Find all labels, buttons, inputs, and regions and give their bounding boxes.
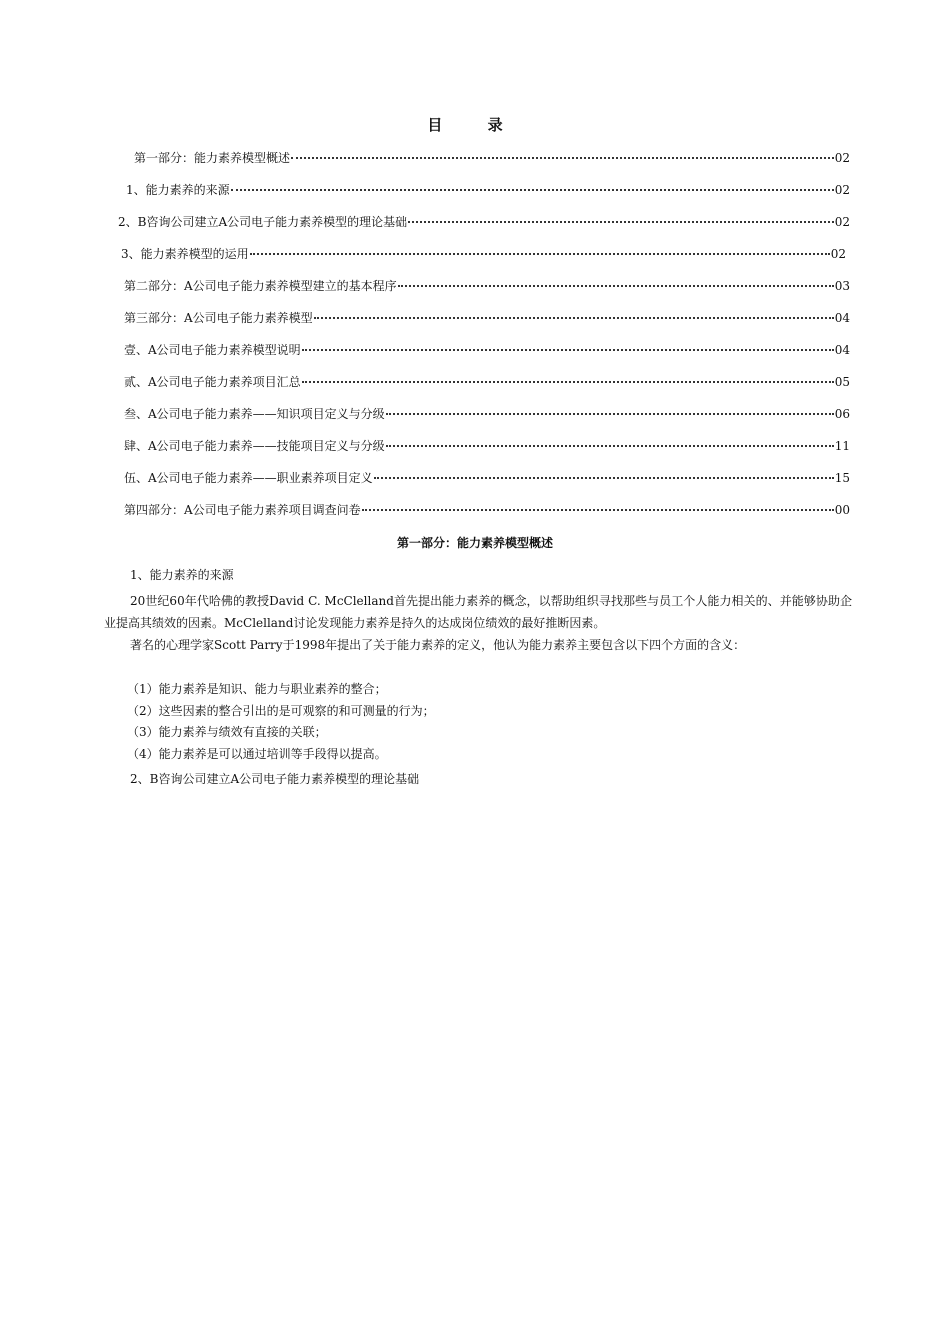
- toc-entry[interactable]: [124, 373, 850, 391]
- toc-entry[interactable]: [124, 469, 850, 487]
- list-item: （3）能力素养与绩效有直接的关联；: [127, 725, 327, 739]
- toc-leader-dots: [302, 380, 834, 383]
- toc-entry-text: 伍、A公司电子能力素养——职业素养项目定义: [124, 471, 373, 485]
- subsection-title: 1、能力素养的来源: [130, 568, 234, 582]
- toc-leader-dots: [386, 444, 834, 447]
- toc-entry-text: 叁、A公司电子能力素养——知识项目定义与分级: [124, 407, 385, 421]
- toc-entry-text: 第四部分：A公司电子能力素养项目调查问卷: [124, 503, 361, 517]
- toc-entry[interactable]: [134, 149, 850, 167]
- toc-leader-dots: [231, 188, 834, 191]
- toc-entry-text: 3、能力素养模型的运用: [121, 247, 249, 261]
- toc-entry-text: 2、B咨询公司建立A公司电子能力素养模型的理论基础: [118, 215, 408, 229]
- toc-entry[interactable]: [124, 437, 850, 455]
- toc-entry-text: 第一部分：能力素养模型概述: [134, 151, 291, 165]
- toc-entry-page: 03: [834, 279, 850, 293]
- list-item: （1）能力素养是知识、能力与职业素养的整合；: [127, 682, 387, 696]
- toc-entry[interactable]: [124, 277, 850, 295]
- list-item: （4）能力素养是可以通过培训等手段得以提高。: [127, 747, 387, 761]
- toc-title: 目 录: [427, 116, 523, 134]
- toc-leader-dots: [408, 220, 834, 223]
- toc-entry-text: 第三部分：A公司电子能力素养模型: [124, 311, 313, 325]
- section-heading: 第一部分：能力素养模型概述: [396, 536, 553, 550]
- toc-entry-page: 02: [834, 215, 850, 229]
- toc-entry-page: 05: [834, 375, 850, 389]
- toc-entry-page: 15: [834, 471, 850, 485]
- toc-entry-page: 02: [834, 183, 850, 197]
- toc-leader-dots: [362, 508, 834, 511]
- toc-entry[interactable]: [124, 309, 850, 327]
- toc-entry[interactable]: [118, 213, 850, 231]
- toc-entry-page: 02: [830, 247, 846, 261]
- toc-entry-page: 06: [834, 407, 850, 421]
- subsection-title: 2、B咨询公司建立A公司电子能力素养模型的理论基础: [130, 772, 420, 786]
- toc-leader-dots: [250, 252, 830, 255]
- toc-leader-dots: [302, 348, 834, 351]
- toc-leader-dots: [314, 316, 834, 319]
- toc-entry[interactable]: [124, 341, 850, 359]
- toc-entry-page: 02: [834, 151, 850, 165]
- toc-entry[interactable]: [126, 181, 850, 199]
- toc-leader-dots: [386, 412, 834, 415]
- toc-entry-page: 00: [834, 503, 850, 517]
- toc-entry-page: 11: [834, 439, 850, 453]
- toc-entry-page: 04: [834, 311, 850, 325]
- toc-leader-dots: [374, 476, 834, 479]
- toc-entry[interactable]: [124, 501, 850, 519]
- toc-entry[interactable]: [121, 245, 846, 263]
- paragraph: 20世纪60年代哈佛的教授David C. McClelland首先提出能力素养的概念，以帮助组织寻找那些与员工个人能力相关的、并能够协助企业提高其绩效的因素。McClelland讨论发现能力素养是持久的达成岗位绩效的最好推断因素。: [104, 594, 852, 630]
- toc-entry-text: 第二部分：A公司电子能力素养模型建立的基本程序: [124, 279, 397, 293]
- toc-entry-page: 04: [834, 343, 850, 357]
- toc-entry-text: 贰、A公司电子能力素养项目汇总: [124, 375, 301, 389]
- paragraph: 著名的心理学家Scott Parry于1998年提出了关于能力素养的定义，他认为能力素养主要包含以下四个方面的含义：: [130, 638, 746, 652]
- toc-entry-text: 壹、A公司电子能力素养模型说明: [124, 343, 301, 357]
- toc-entry[interactable]: [124, 405, 850, 423]
- list-item: （2）这些因素的整合引出的是可观察的和可测量的行为；: [127, 704, 435, 718]
- toc-entry-text: 肆、A公司电子能力素养——技能项目定义与分级: [124, 439, 385, 453]
- toc-leader-dots: [291, 156, 834, 159]
- toc-entry-text: 1、能力素养的来源: [126, 183, 230, 197]
- toc-leader-dots: [398, 284, 834, 287]
